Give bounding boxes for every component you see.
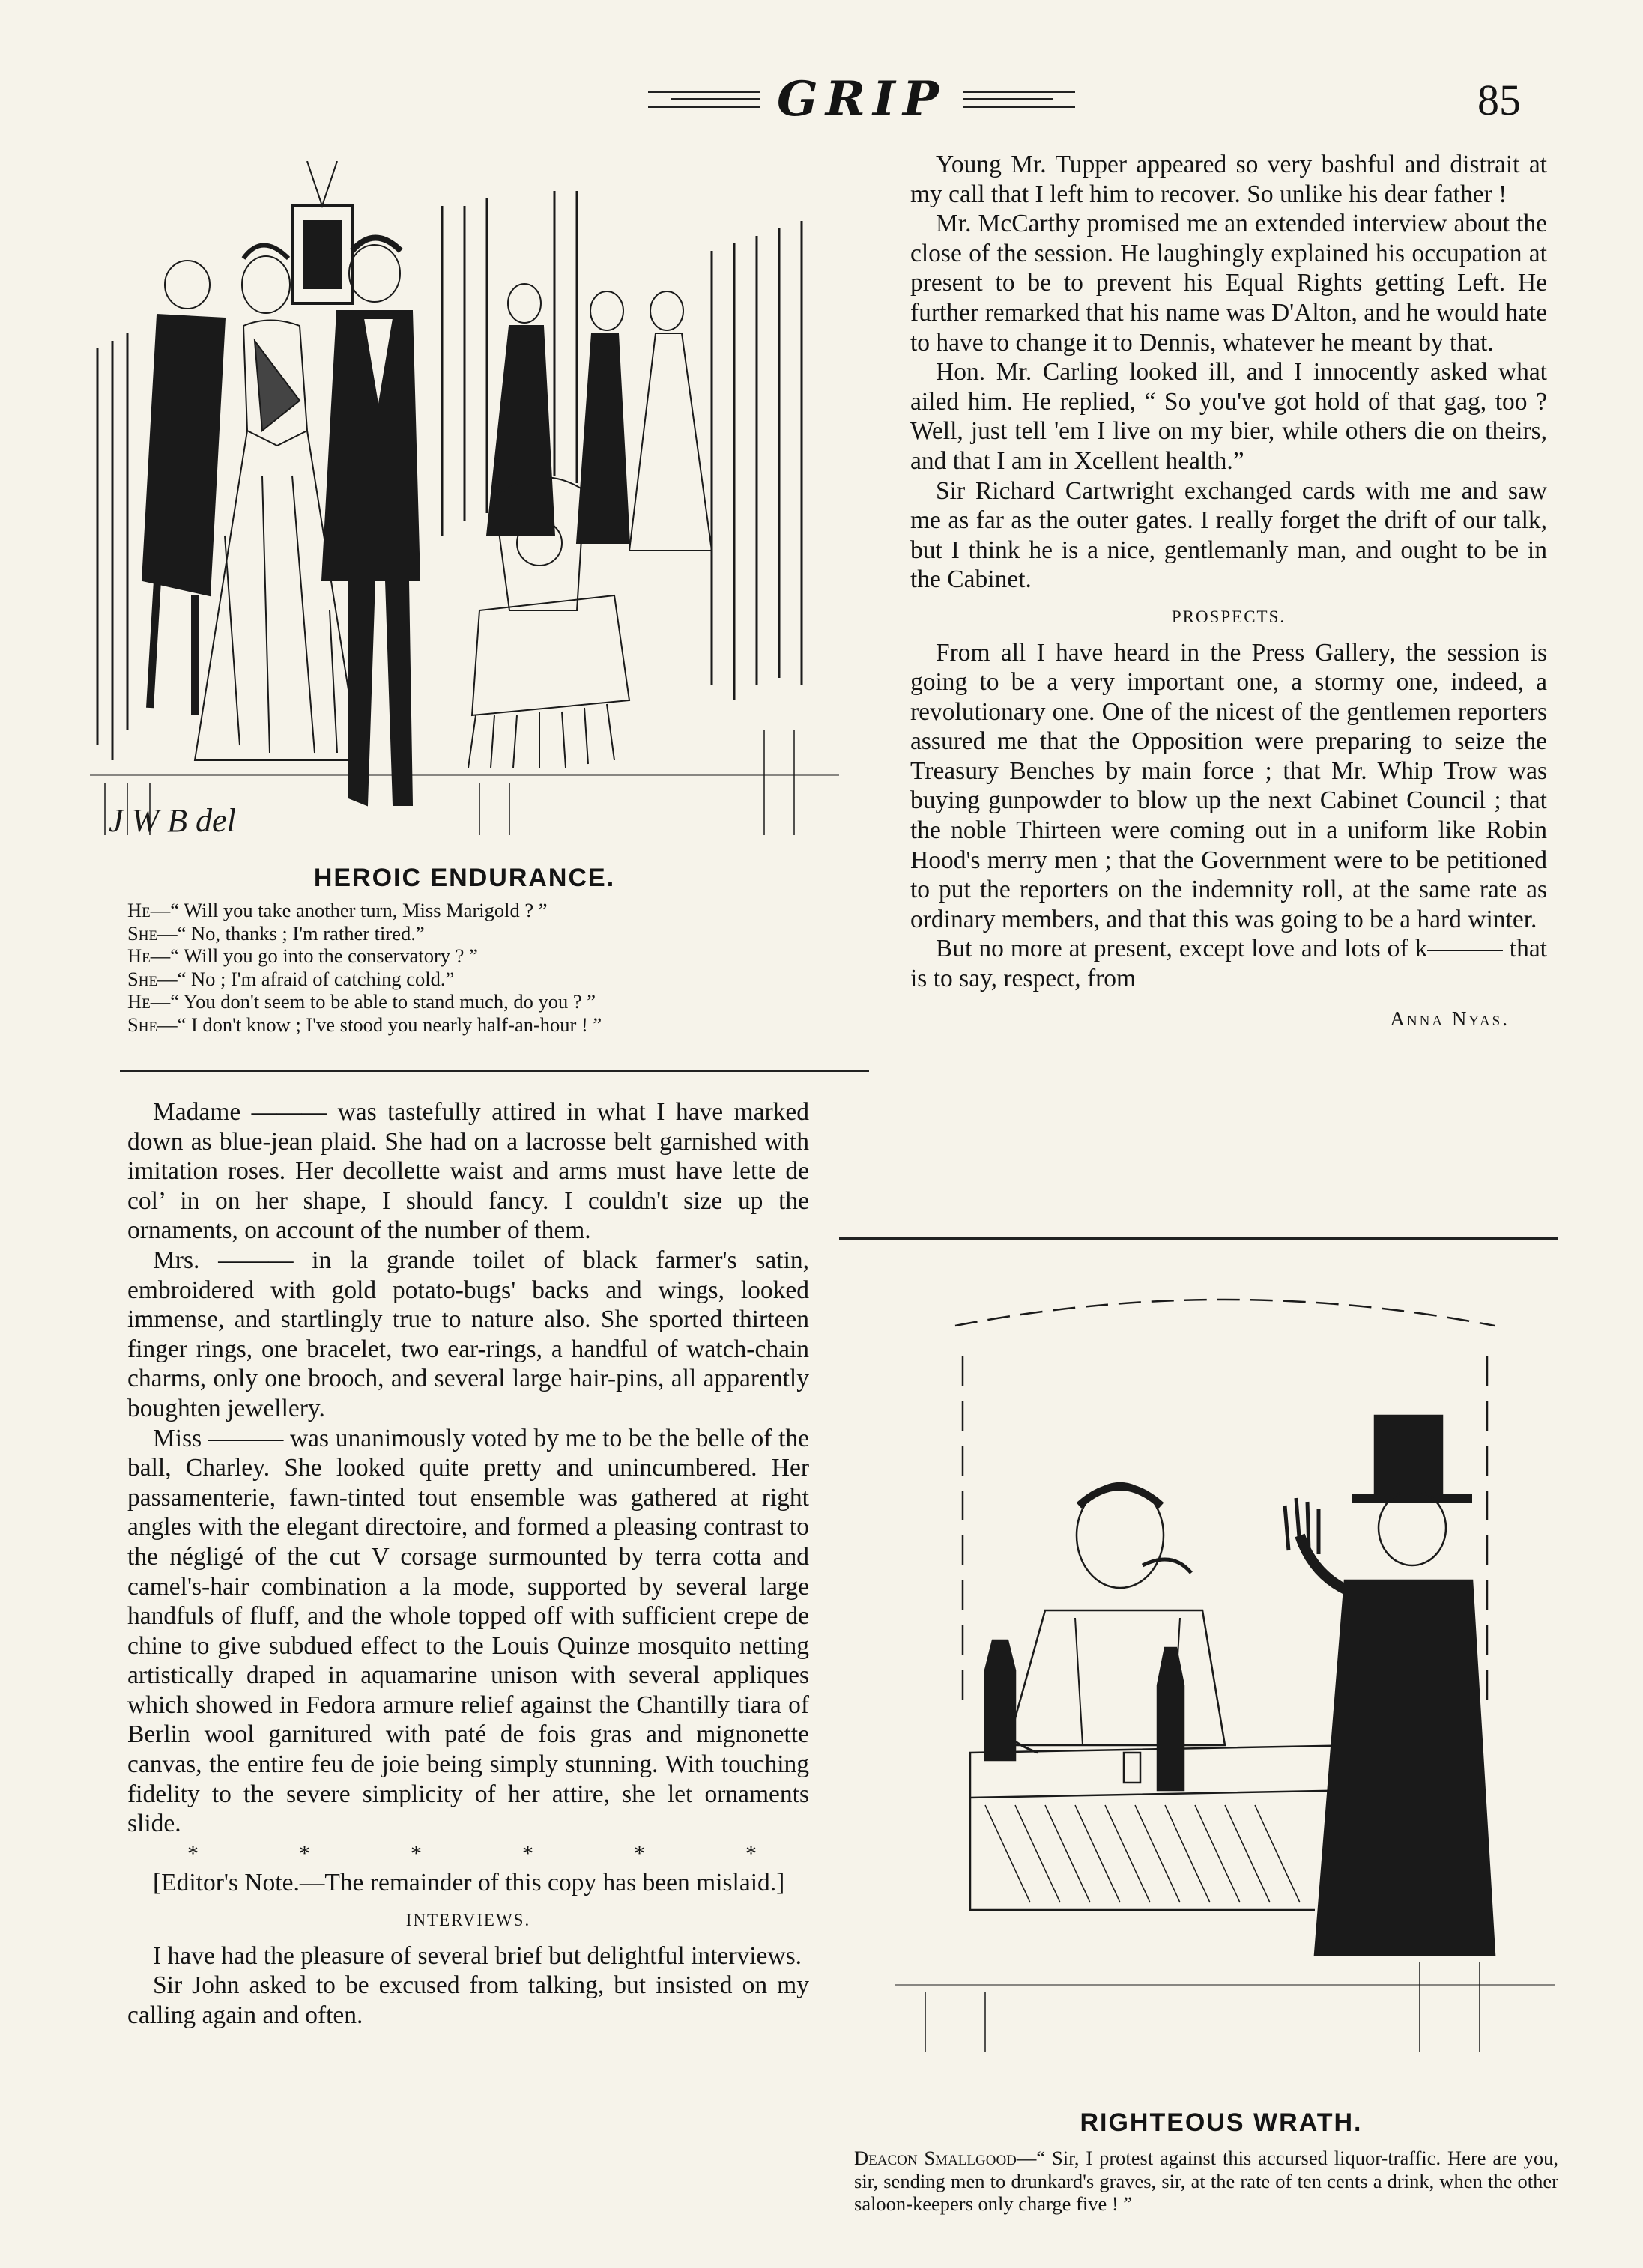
cartoon1-divider (120, 1070, 869, 1072)
paragraph: Young Mr. Tupper appeared so very bashful and distrait at my call that I left him to recover. So unlike his dear father ! (910, 151, 1547, 208)
heroic-endurance-dialogue (127, 899, 847, 1036)
dialogue-line: He—“ You don't seem to be able to stand much, do you ? ” (127, 990, 596, 1013)
heroic-endurance-illustration (90, 161, 839, 861)
paragraph: I have had the pleasure of several brief but delightful interviews. (153, 1941, 802, 1970)
heroic-endurance-title: HEROIC ENDURANCE. (313, 864, 616, 892)
righteous-wrath-title: RIGHTEOUS WRATH. (1080, 2108, 1363, 2137)
author-signature: Anna Nyas. (1390, 1007, 1510, 1030)
righteous-wrath-illustration (895, 1266, 1555, 2101)
right-column-divider (839, 1237, 1558, 1240)
illustrator-signature: J W B del (109, 802, 236, 839)
paragraph: Mrs. ——— in la grande toilet of black farmer's satin, embroidered with gold potato-bugs' backs and wings, looked immense, and startlingly true to nature also. She sported thirteen finger rings, one bracelet, two ear-rings, a handful of watch-chain charms, only one brooch, and several large hair-pins, all apparently boughten jewellery. (127, 1246, 809, 1422)
paragraph: Sir John asked to be excused from talking, but insisted on my calling again and often. (127, 1971, 809, 2029)
dialogue-line: He—“ Will you take another turn, Miss Marigold ? ” (127, 899, 548, 921)
masthead (569, 69, 1154, 129)
masthead-right-ornament (963, 91, 1075, 108)
paragraph: Madame ——— was tastefully attired in what I have marked down as blue-jean plaid. She had on a lacrosse belt garnished with imitation roses. Her decollette waist and arms must have lette de col’ in on her shape, I should fancy. I couldn't size up the ornaments, on account of the number of them. (127, 1098, 809, 1245)
editor-note: [Editor's Note.—The remainder of this copy has been mislaid.] (153, 1869, 785, 1897)
paragraph: Sir Richard Cartwright exchanged cards with me and saw me as far as the outer gates. I really forget the drift of our talk, but I think he is a nice, gentlemanly man, and ought to be in the Cabinet. (910, 476, 1547, 594)
dialogue-line: She—“ I don't know ; I've stood you nearly half-an-hour ! ” (127, 1013, 602, 1036)
left-column (127, 1097, 809, 2030)
interviews-heading: INTERVIEWS. (405, 1911, 531, 1930)
prospects-heading: PROSPECTS. (1171, 607, 1286, 626)
dialogue-line: She—“ No ; I'm afraid of catching cold.” (127, 967, 455, 990)
dialogue-line: She—“ No, thanks ; I'm rather tired.” (127, 921, 425, 945)
paragraph: Hon. Mr. Carling looked ill, and I innocently asked what ailed him. He replied, “ So you've got hold of that gag, too ? Well, just tell 'em I live on my bier, while others die on theirs, and that I am in Xcellent health.” (910, 358, 1547, 475)
paragraph: Mr. McCarthy promised me an extended interview about the close of the session. He laughingly explained his occupation at present to be to prevent his Equal Rights getting Left. He further remarked that his name was D'Alton, and he would hate to have to change it to Dennis, whatever he meant by that. (910, 210, 1547, 357)
section-stars: * * * * * * (187, 1840, 757, 1866)
paragraph: But no more at present, except love and lots of k——— that is to say, respect, from (910, 935, 1547, 993)
masthead-title: GRIP (777, 70, 946, 127)
dialogue-line: He—“ Will you go into the conservatory ? ” (127, 945, 478, 967)
page-number: 85 (1477, 76, 1521, 124)
right-column (910, 150, 1547, 1034)
paragraph: Miss ——— was unanimously voted by me to be the belle of the ball, Charley. She looked quite pretty and unincumbered. Her passamenterie, fawn-tinted tout ensemble was gathered at right angles with the elegant directoire, and formed a pleasing contrast to the négligé of the cut V corsage surmounted by terra cotta and camel's-hair combination a la mode, supported by several large handfuls of fluff, and the whole topped off with sufficient crepe de chine to give subdued effect to the Louis Quinze mosquito netting artistically draped in aquamarine unison with several appliques which showed in Fedora armure relief against the Chantilly tiara of Berlin wool garnitured with paté de fois gras and mignonette canvas, the entire feu de joie being simply stunning. With touching fidelity to the severe simplicity of her attire, she let ornaments slide. (127, 1424, 809, 1838)
masthead-left-ornament (648, 91, 760, 108)
paragraph: From all I have heard in the Press Gallery, the session is going to be a very important one, a stormy one, indeed, a revolutionary one. One of the nicest of the gentlemen reporters assured me that the Opposition were preparing to seize the Treasury Benches by main force ; that Mr. Whip Trow was buying gunpowder to blow up the next Cabinet Council ; that the noble Thirteen were coming out in a uniform like Robin Hood's merry men ; that the Government were to be petitioned to put the reporters on the indemnity roll, at the same rate as ordinary members, and that this was going to be a hard winter. (910, 638, 1547, 933)
caption-speaker: Deacon Smallgood— (854, 2147, 1037, 2169)
righteous-wrath-caption (854, 2147, 1558, 2216)
caption-text: “ Sir, I protest against this accursed liquor-traffic. Here are you, sir, sending men to drunkard's graves, sir, at the rate of ten cents a drink, when the other saloon-keepers only charge five ! ” (854, 2147, 1558, 2215)
